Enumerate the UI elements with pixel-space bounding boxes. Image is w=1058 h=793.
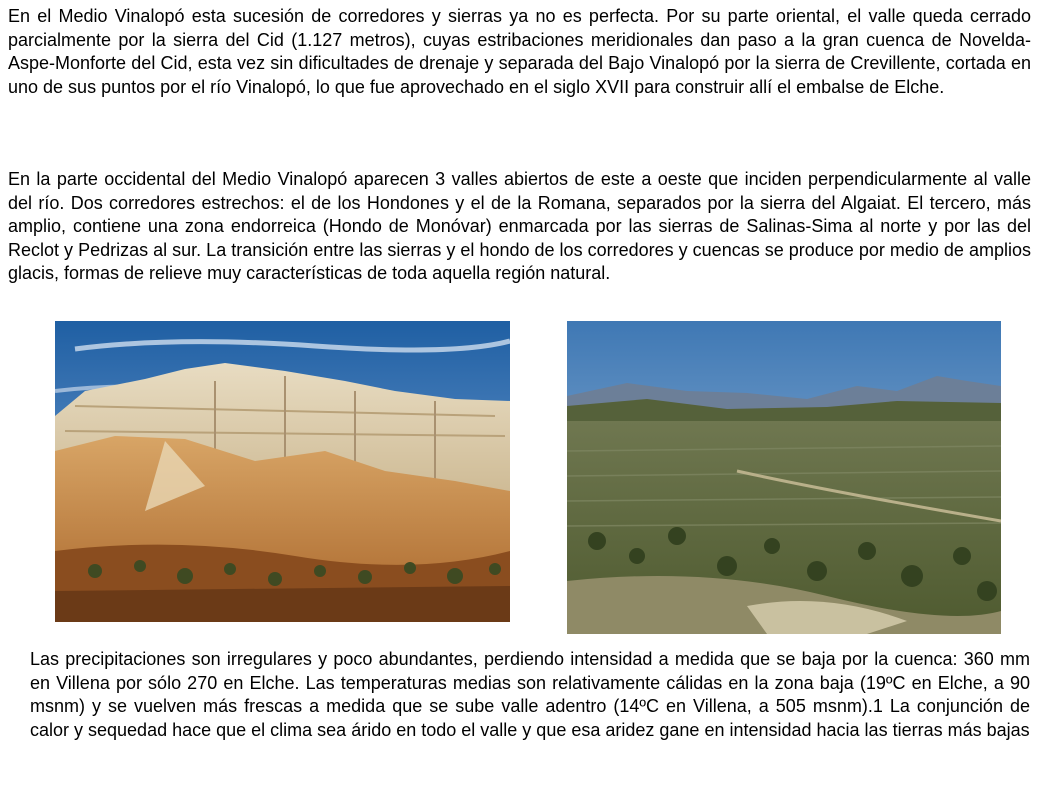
paragraph-west-valleys: En la parte occidental del Medio Vinalopó aparecen 3 valles abiertos de este a oeste que inciden perpendicularmente al valle del río. Dos corredores estrechos: el de los Hondones y el de la Romana, separados por la sierra del Algaiat. El tercero, más amplio, contiene una zona endorreica (Hondo de Monóvar) enmarcada por las sierras de Salinas-Sima al norte y por las del Reclot y Pedrizas al sur. La transición entre las sierras y el hondo de los corredores y cuencas se produce por medio de amplios glacis, formas de relieve muy características de toda aquella región natural.	[8, 169, 1031, 284]
paragraph-east-valley: En el Medio Vinalopó esta sucesión de corredores y sierras ya no es perfecta. Por su parte oriental, el valle queda cerrado parcialmente por la sierra del Cid (1.127 metros), cuyas estribaciones meridionales dan paso a la gran cuenca de Novelda-Aspe-Monforte del Cid, esta vez sin dificultades de drenaje y separada del Bajo Vinalopó por la sierra de Crevillente, cortada en uno de sus puntos por el río Vinalopó, lo que fue aprovechado en el siglo XVII para construir allí el embalse de Elche.	[8, 6, 1031, 97]
paragraph-climate: Las precipitaciones son irregulares y poco abundantes, perdiendo intensidad a medida que se baja por la cuenca: 360 mm en Villena por sólo 270 en Elche. Las temperaturas medias son relativamente cálidas en la zona baja (19ºC en Elche, a 90 msnm) y se vuelven más frescas a medida que se sube valle adentro (14ºC en Villena, a 505 msnm).1 La conjunción de calor y sequedad hace que el clima sea árido en todo el valle y que esa aridez gane en intensidad hacia las tierras más bajas	[30, 649, 1030, 740]
valley-photo	[567, 321, 1001, 634]
quarry-photo	[55, 321, 510, 622]
